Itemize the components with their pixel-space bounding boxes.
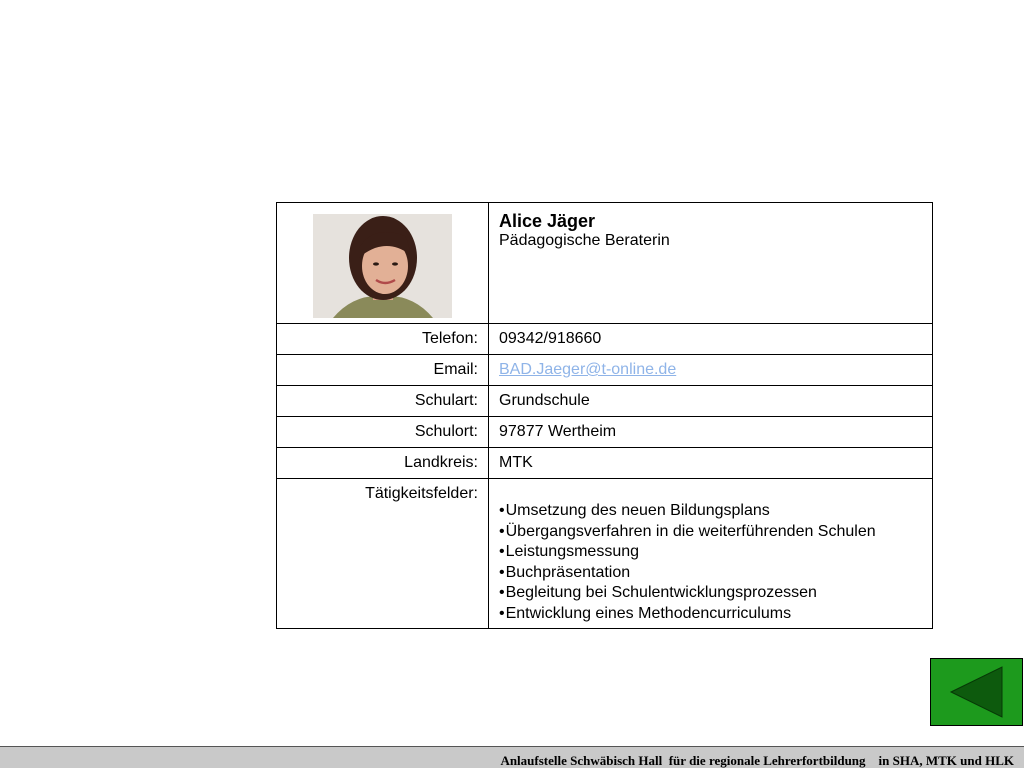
- activity-item: • Umsetzung des neuen Bildungsplans: [499, 501, 932, 522]
- phone-row: [277, 324, 933, 355]
- name-cell: [489, 203, 933, 324]
- phone-label: Telefon:: [277, 324, 489, 355]
- activity-list: [499, 501, 932, 624]
- person-title: Pädagogische Beraterin: [499, 232, 670, 249]
- profile-header-row: [277, 203, 933, 324]
- phone-value: 09342/918660: [489, 324, 933, 355]
- activities-cell: [489, 479, 933, 629]
- profile-table: [276, 202, 933, 629]
- activity-item: • Leistungsmessung: [499, 542, 932, 563]
- district-value: MTK: [489, 448, 933, 479]
- activities-label: Tätigkeitsfelder:: [277, 479, 489, 629]
- school-location-row: [277, 417, 933, 448]
- person-name: Alice Jäger: [499, 211, 596, 231]
- school-type-row: [277, 386, 933, 417]
- district-row: [277, 448, 933, 479]
- photo-cell: [277, 203, 489, 324]
- district-label: Landkreis:: [277, 448, 489, 479]
- school-type-value: Grundschule: [489, 386, 933, 417]
- school-type-label: Schulart:: [277, 386, 489, 417]
- school-location-value: 97877 Wertheim: [489, 417, 933, 448]
- email-row: [277, 355, 933, 386]
- activity-item: • Entwicklung eines Methodencurriculums: [499, 604, 932, 625]
- school-location-label: Schulort:: [277, 417, 489, 448]
- email-cell: [489, 355, 933, 386]
- activity-item: • Übergangsverfahren in die weiterführenden Schulen: [499, 522, 932, 543]
- email-link[interactable]: BAD.Jaeger@t-online.de: [499, 361, 677, 378]
- email-label: Email:: [277, 355, 489, 386]
- portrait-photo: [313, 214, 452, 318]
- triangle-left-icon: [931, 659, 1022, 725]
- back-button[interactable]: [930, 658, 1023, 726]
- activities-row: [277, 479, 933, 629]
- footer-bar: Anlaufstelle Schwäbisch Hall für die regionale Lehrerfortbildung in SHA, MTK und HLK: [0, 746, 1024, 768]
- activity-item: • Begleitung bei Schulentwicklungsprozessen: [499, 583, 932, 604]
- portrait-image: [313, 214, 452, 318]
- activity-item: • Buchpräsentation: [499, 563, 932, 584]
